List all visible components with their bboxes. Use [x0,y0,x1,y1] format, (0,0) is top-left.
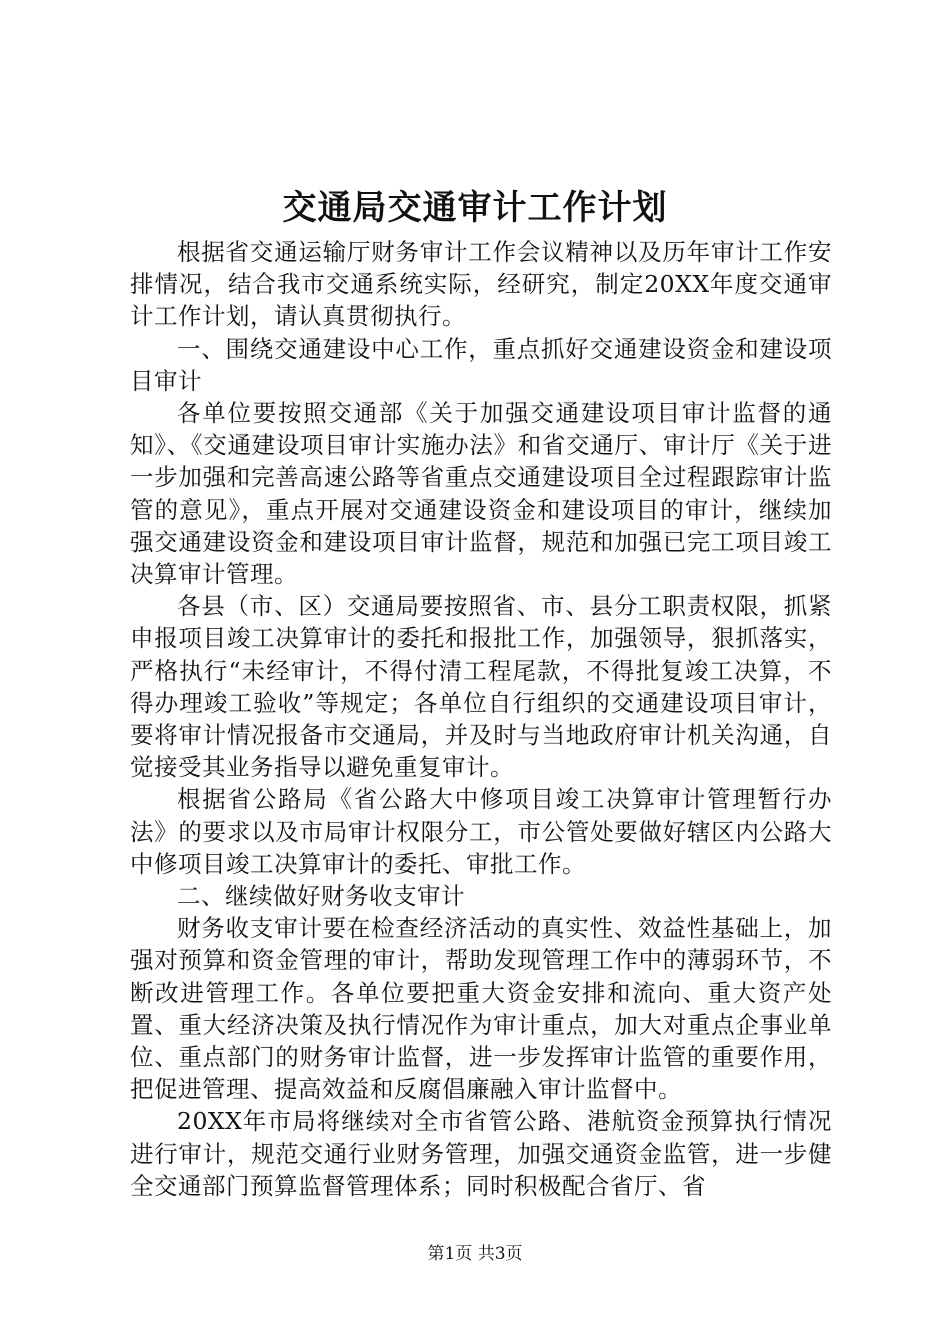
document-title: 交通局交通审计工作计划 [282,188,668,228]
paragraph-construction-audit: 各单位要按照交通部《关于加强交通建设项目审计监督的通知》、《交通建设项目审计实施办法》和省交通厅、审计厅《关于进一步加强和完善高速公路等省重点交通建设项目全过程跟踪审计监管的意见》，重点开展对交通建设资金和建设项目的审计，继续加强交通建设资金和建设项目审计监督，规范和加强已完工项目竣工决算审计管理。 [130,399,832,589]
paragraph-county-bureaus: 各县（市、区）交通局要按照省、市、县分工职责权限，抓紧申报项目竣工决算审计的委托和报批工作，加强领导，狠抓落实，严格执行“未经审计，不得付清工程尾款，不得批复竣工决算，不得办理竣工验收”等规定；各单位自行组织的交通建设项目审计，要将审计情况报备市交通局，并及时与当地政府审计机关沟通，自觉接受其业务指导以避免重复审计。 [130,592,832,782]
section-heading-1: 一、围绕交通建设中心工作，重点抓好交通建设资金和建设项目审计 [130,334,832,395]
document-body [130,236,832,1202]
paragraph-highway-bureau: 根据省公路局《省公路大中修项目竣工决算审计管理暂行办法》的要求以及市局审计权限分工，市公管处要做好辖区内公路大中修项目竣工决算审计的委托、审批工作。 [130,785,832,878]
section-heading-2: 二、继续做好财务收支审计 [177,882,465,911]
paragraph-intro: 根据省交通运输厅财务审计工作会议精神以及历年审计工作安排情况，结合我市交通系统实际，经研究，制定20XX年度交通审计工作计划，请认真贯彻执行。 [130,238,832,331]
paragraph-budget-audit: 20XX年市局将继续对全市省管公路、港航资金预算执行情况进行审计，规范交通行业财务管理，加强交通资金监管，进一步健全交通部门预算监督管理体系；同时积极配合省厅、省 [130,1107,832,1200]
paragraph-financial-audit: 财务收支审计要在检查经济活动的真实性、效益性基础上，加强对预算和资金管理的审计，帮助发现管理工作中的薄弱环节，不断改进管理工作。各单位要把重大资金安排和流向、重大资产处置、重大经济决策及执行情况作为审计重点，加大对重点企事业单位、重点部门的财务审计监督，进一步发挥审计监管的重要作用，把促进管理、提高效益和反腐倡廉融入审计监督中。 [130,914,832,1104]
page-footer: 第1页 共3页 [427,1244,523,1264]
